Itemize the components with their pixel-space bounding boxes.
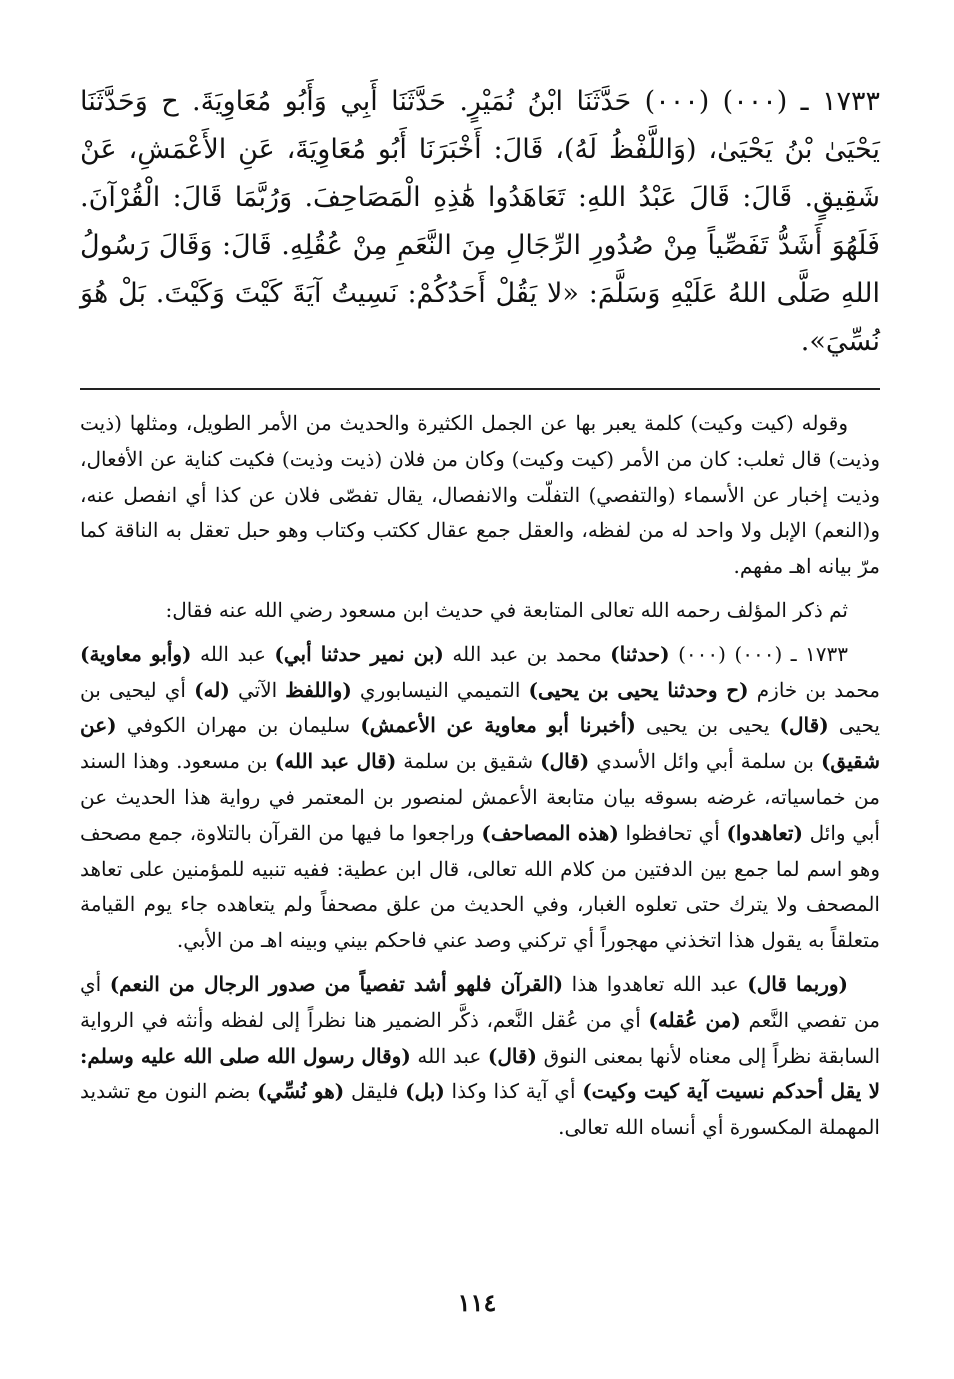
bold-quote-segment: (القرآن فلهو أشد تفصياً من صدور الرجال من النعم) [109,971,564,996]
bold-quote-segment: (تعاهدوا) [726,820,803,845]
text-segment: أي من تفصي النَّعم [80,971,880,1032]
page-number: ١١٤ [457,1288,497,1317]
text-segment: عبد الله تعاهدوا هذا [563,971,748,996]
hadith-text: ١٧٣٣ ـ (٠٠٠) (٠٠٠) حَدَّثَنَا ابْنُ نُمَيْرٍ. حَدَّثَنَا أَبِي وَأَبُو مُعَاوِيَةَ. ح وَحَدَّثَنَا يَحْيَىٰ بْنُ يَحْيَىٰ، (وَاللَّفْظُ لَهُ)، قَالَ: أَخْبَرَنَا أَبُو مُعَاوِيَةَ، عَنِ الأَعْمَشِ، عَنْ شَقِيقٍ. قَالَ: قَالَ عَبْدُ اللهِ: تَعَاهَدُوا هَٰذِهِ الْمَصَاحِفَ. وَرُبَّمَا قَالَ: الْقُرْآنَ. فَلَهُوَ أَشَدُّ تَفَصِّياً مِنْ صُدُورِ الرِّجَالِ مِنَ النَّعَمِ مِنْ عُقُلِهِ. قَالَ: وَقَالَ رَسُولُ اللهِ صَلَّى اللهُ عَلَيْهِ وَسَلَّمَ: «لا يَقُلْ أَحَدُكُمْ: نَسِيتُ آيَةَ كَيْتَ وَكَيْتَ. بَلْ هُوَ نُسِّيَ». [80,86,881,357]
bold-quote-segment: (بل) [405,1079,445,1104]
bold-quote-segment: (بن نمير حدثنا أبي) [274,641,444,666]
bold-quote-segment: (هذه المصاحف) [481,820,619,845]
text-segment: أي آية كذا وكذا [444,1079,583,1104]
bold-quote-segment: (حدثنا) [610,641,670,666]
bold-quote-segment: (وقال رسول الله صلى الله عليه وسلم: لا يقل أحدكم نسيت آية كيت وكيت) [80,1043,880,1104]
text-segment: محمد بن عبد الله [443,641,611,666]
text-segment: بن مسعود. وهذا السند من خماسياته، غرضه بسوقه بيان متابعة الأعمش لمنصور بن المعتمر في رواية هذا الحديث عن أبي وائل [80,749,880,845]
commentary-paragraph-3 [80,637,880,959]
bold-quote-segment: (عن شقيق) [80,713,880,774]
bold-quote-segment: (قال) [487,1043,538,1068]
text-segment: وراجعوا ما فيها من القرآن بالتلاوة، جمع مصحف وهو اسم لما جمع بين الدفتين من كلام الله تعالى، قال ابن عطية: ففيه تنبيه للمؤمنين على تعاهد المصحف ولا يترك حتى تعلوه الغبار، وفي الحديث من علق مصحفاً ولم يتعاهده جاء يوم القيامة متعلقاً به يقول هذا اتخذني مهجوراً أي تركني وصد عني فاحكم بيني وبينه اهـ من الأبي. [80,820,880,953]
text-segment: الآتي [229,677,286,702]
page-body [80,78,880,1146]
text-segment: شقيق بن سلمة [396,749,541,774]
text-segment: عبد الله [410,1043,488,1068]
text-segment: يحيى بن يحيى [635,713,780,738]
bold-quote-segment: (له) [194,677,230,702]
bold-quote-segment: (وربما قال) [747,971,848,996]
text-segment: بن سلمة أبي وائل الأسدي [589,749,821,774]
bold-quote-segment: (قال عبد الله) [274,749,397,774]
text-segment: أي تحافظوا [618,820,727,845]
bold-quote-segment: (من عُقله) [648,1007,741,1032]
footnote-divider [80,388,880,390]
bold-quote-segment: (هو نُسِّي) [257,1079,345,1104]
bold-quote-segment: (قال) [779,713,829,738]
bold-quote-segment: (أخبرنا أبو معاوية عن الأعمش) [360,713,636,738]
text-segment: أي ليحيى بن يحيى [80,677,880,738]
bold-quote-segment: (واللفظ [285,677,352,702]
text-segment: عبد الله [191,641,275,666]
commentary-paragraph-2: ثم ذكر المؤلف رحمه الله تعالى المتابعة في حديث ابن مسعود رضي الله عنه فقال: [165,597,848,622]
bold-quote-segment: (قال) [540,749,590,774]
text-segment: ١٧٣٣ ـ (٠٠٠) (٠٠٠) [669,641,848,666]
bold-quote-segment: (وأبو معاوية) [80,641,192,666]
text-segment: محمد بن خازم [748,677,880,702]
text-segment: أي من عُقل النَّعم، ذكَّر الضمير هنا نظراً إلى لفظه وأنثه في الرواية السابقة نظراً إلى معناه لأنها بمعنى النوق [80,1007,880,1068]
commentary-paragraph-4 [80,967,880,1146]
text-segment: فليقل [344,1079,406,1104]
text-segment: بضم النون مع تشديد المهملة المكسورة أي أنساه الله تعالى. [80,1079,880,1140]
text-segment: التميمي النيسابوري [351,677,529,702]
commentary-paragraph-1: وقوله (كيت وكيت) كلمة يعبر بها عن الجمل الكثيرة والحديث من الأمر الطويل، ومثلها (ذيت وذيت) قال ثعلب: كان من الأمر (كيت وكيت) وكان من فلان (ذيت وذيت) فكيت كناية عن الأفعال، وذيت إخبار عن الأسماء (والتفصي) التفلّت والانفصال، يقال تفصّى فلان عن كذا أي انفصل عنه، و(النعم) الإبل ولا واحد له من لفظه، والعقل جمع عقال ككتب وكتاب وهو حبل تعقل به الناقة كما مرّ بيانه اهـ مفهم. [80,411,880,579]
bold-quote-segment: (ح وحدثنا يحيى بن يحيى) [528,677,749,702]
text-segment: سليمان بن مهران الكوفي [116,713,361,738]
